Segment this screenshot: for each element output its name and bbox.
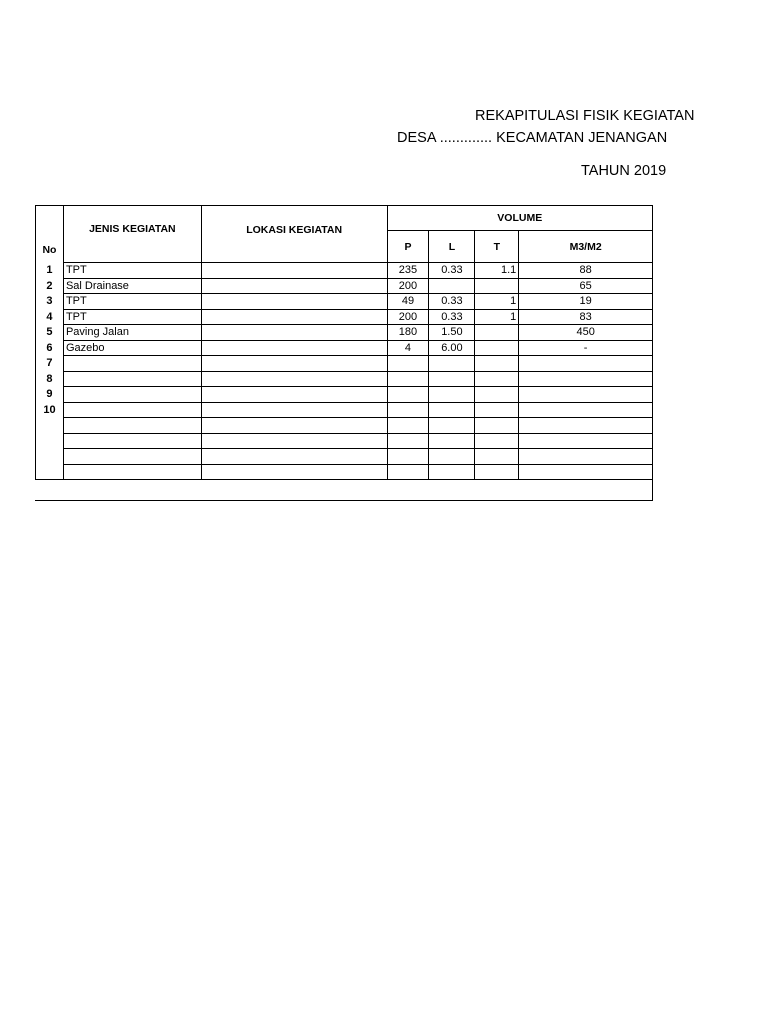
row-p <box>387 433 429 449</box>
row-jenis-kegiatan <box>63 371 201 387</box>
row-no <box>36 449 64 465</box>
row-no: 5 <box>36 325 64 341</box>
row-jenis-kegiatan <box>63 464 201 480</box>
row-p: 4 <box>387 340 429 356</box>
header-t: T <box>475 231 519 263</box>
recap-table-body <box>36 263 653 480</box>
row-t <box>475 356 519 372</box>
row-p: 200 <box>387 309 429 325</box>
row-l <box>429 449 475 465</box>
row-l <box>429 387 475 403</box>
header-m3m2: M3/M2 <box>519 231 653 263</box>
row-lokasi-kegiatan <box>201 464 387 480</box>
row-no: 10 <box>36 402 64 418</box>
row-lokasi-kegiatan <box>201 387 387 403</box>
row-t <box>475 325 519 341</box>
row-m3m2: 88 <box>519 263 653 279</box>
row-jenis-kegiatan <box>63 387 201 403</box>
row-no: 2 <box>36 278 64 294</box>
row-no: 3 <box>36 294 64 310</box>
row-lokasi-kegiatan <box>201 449 387 465</box>
row-no <box>36 433 64 449</box>
row-p <box>387 418 429 434</box>
row-m3m2 <box>519 418 653 434</box>
row-no: 1 <box>36 263 64 279</box>
row-p: 49 <box>387 294 429 310</box>
row-l <box>429 418 475 434</box>
row-m3m2 <box>519 402 653 418</box>
row-lokasi-kegiatan <box>201 263 387 279</box>
row-no: 7 <box>36 356 64 372</box>
row-p <box>387 371 429 387</box>
row-jenis-kegiatan: Gazebo <box>63 340 201 356</box>
row-jenis-kegiatan: TPT <box>63 309 201 325</box>
row-l: 0.33 <box>429 309 475 325</box>
row-l <box>429 433 475 449</box>
row-p: 235 <box>387 263 429 279</box>
row-m3m2 <box>519 356 653 372</box>
header-p: P <box>387 231 429 263</box>
row-t <box>475 433 519 449</box>
row-t <box>475 449 519 465</box>
row-jenis-kegiatan: Sal Drainase <box>63 278 201 294</box>
row-jenis-kegiatan: TPT <box>63 263 201 279</box>
row-t <box>475 402 519 418</box>
table-row <box>36 464 653 480</box>
table-row <box>36 433 653 449</box>
row-jenis-kegiatan <box>63 402 201 418</box>
row-m3m2 <box>519 449 653 465</box>
report-title: REKAPITULASI FISIK KEGIATAN <box>475 108 695 124</box>
table-row <box>36 418 653 434</box>
row-l: 6.00 <box>429 340 475 356</box>
header-l: L <box>429 231 475 263</box>
table-row <box>36 278 653 294</box>
row-p <box>387 356 429 372</box>
row-lokasi-kegiatan <box>201 371 387 387</box>
row-t <box>475 464 519 480</box>
row-m3m2: 65 <box>519 278 653 294</box>
row-t <box>475 371 519 387</box>
row-p <box>387 449 429 465</box>
table-footer-line <box>35 480 653 501</box>
row-t: 1 <box>475 294 519 310</box>
row-no <box>36 464 64 480</box>
row-jenis-kegiatan: Paving Jalan <box>63 325 201 341</box>
row-jenis-kegiatan <box>63 433 201 449</box>
row-m3m2 <box>519 433 653 449</box>
row-m3m2: - <box>519 340 653 356</box>
row-l <box>429 356 475 372</box>
row-lokasi-kegiatan <box>201 402 387 418</box>
row-m3m2 <box>519 387 653 403</box>
row-lokasi-kegiatan <box>201 309 387 325</box>
row-l: 0.33 <box>429 263 475 279</box>
row-t: 1.1 <box>475 263 519 279</box>
row-no: 4 <box>36 309 64 325</box>
row-no: 9 <box>36 387 64 403</box>
row-t <box>475 340 519 356</box>
header-jenis-kegiatan: JENIS KEGIATAN <box>63 206 201 263</box>
row-lokasi-kegiatan <box>201 356 387 372</box>
row-t <box>475 418 519 434</box>
table-row <box>36 356 653 372</box>
row-lokasi-kegiatan <box>201 433 387 449</box>
row-l <box>429 278 475 294</box>
table-row <box>36 309 653 325</box>
row-lokasi-kegiatan <box>201 294 387 310</box>
row-jenis-kegiatan: TPT <box>63 294 201 310</box>
row-l: 0.33 <box>429 294 475 310</box>
row-no <box>36 418 64 434</box>
row-lokasi-kegiatan <box>201 340 387 356</box>
row-no: 8 <box>36 371 64 387</box>
table-row <box>36 371 653 387</box>
row-p <box>387 387 429 403</box>
row-m3m2 <box>519 464 653 480</box>
row-t <box>475 387 519 403</box>
header-lokasi-kegiatan: LOKASI KEGIATAN <box>201 206 387 263</box>
row-l <box>429 371 475 387</box>
row-m3m2: 83 <box>519 309 653 325</box>
table-row <box>36 263 653 279</box>
row-lokasi-kegiatan <box>201 325 387 341</box>
row-jenis-kegiatan <box>63 449 201 465</box>
table-row <box>36 387 653 403</box>
row-m3m2: 19 <box>519 294 653 310</box>
row-jenis-kegiatan <box>63 356 201 372</box>
row-p <box>387 464 429 480</box>
row-p: 180 <box>387 325 429 341</box>
row-jenis-kegiatan <box>63 418 201 434</box>
row-l <box>429 464 475 480</box>
report-subtitle-village: DESA ............. KECAMATAN JENANGAN <box>397 130 668 146</box>
header-volume: VOLUME <box>387 206 652 231</box>
table-row <box>36 340 653 356</box>
report-year: TAHUN 2019 <box>581 163 667 179</box>
row-lokasi-kegiatan <box>201 418 387 434</box>
row-no: 6 <box>36 340 64 356</box>
table-row <box>36 402 653 418</box>
row-lokasi-kegiatan <box>201 278 387 294</box>
row-t: 1 <box>475 309 519 325</box>
row-p <box>387 402 429 418</box>
row-t <box>475 278 519 294</box>
table-row <box>36 449 653 465</box>
table-row <box>36 325 653 341</box>
row-m3m2: 450 <box>519 325 653 341</box>
recap-table <box>35 205 653 480</box>
table-row <box>36 294 653 310</box>
row-l <box>429 402 475 418</box>
row-p: 200 <box>387 278 429 294</box>
row-m3m2 <box>519 371 653 387</box>
row-l: 1.50 <box>429 325 475 341</box>
header-no: No <box>36 206 64 263</box>
